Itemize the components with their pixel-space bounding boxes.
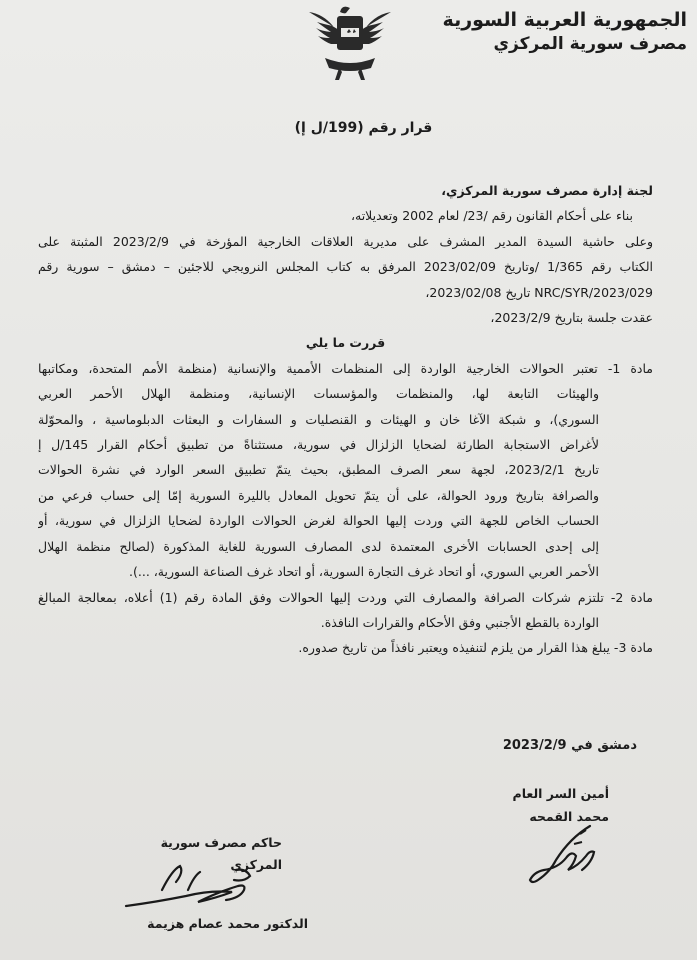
secretary-name: محمد القمحه — [529, 809, 609, 824]
secretary-title: أمين السر العام — [512, 786, 609, 801]
text-line: وعلى حاشية السيدة المدير المشرف على مديرية العلاقات الخارجية المؤرخة في 2023/2/9 المثبتة على — [38, 233, 653, 249]
article-line: مادة 1- تعتبر الحوالات الخارجية الواردة إلى المنظمات الأممية والإنسانية (منظمة الأمم المتحدة، ومكاتبها — [38, 360, 653, 376]
letterhead — [442, 8, 687, 56]
governor-title: حاكم مصرف سورية المركزي — [160, 835, 282, 872]
text-line: الكتاب رقم 1/365 /وتاريخ 2023/02/09 المرفق به كتاب المجلس النرويجي للاجئين – دمشق – سورية رقم — [38, 259, 653, 275]
text-line: NRC/SYR/2023/029 تاريخ 2023/02/08، — [425, 284, 653, 300]
secretary-signature — [520, 820, 610, 892]
article-line: الواردة بالقطع الأجنبي وفق الأحكام والقرارات النافذة. — [320, 614, 599, 630]
article-line: مادة 2- تلتزم شركات الصرافة والمصارف التي وردت إليها الحوالات وفق المادة رقم (1) أعلاه، بمعالجة المبالغ — [38, 589, 653, 605]
bank-name: مصرف سورية المركزي — [493, 34, 687, 54]
article-line: تاريخ 2023/2/1، لجهة سعر الصرف المطبق، بحيث يتمّ تطبيق السعر الوارد في نشرة الحوالات — [38, 462, 599, 478]
article-line: السوري)، و شبكة الآغا خان و الهيئات و القنصليات و السفارات و البعثات الدبلوماسية ، والمحوّلة — [38, 411, 599, 427]
section-heading: قررت ما يلي — [305, 335, 386, 351]
article-line: والصرافة بتاريخ ورود الحوالة، على أن يتمّ تحويل المعادل بالليرة السورية إمّا إلى حساب فرعي من — [38, 487, 599, 503]
decision-number: قرار رقم (199/ل إ) — [294, 120, 433, 136]
article-line: إلى إحدى الحسابات الأخرى المعتمدة لدى المصارف السورية للغاية المذكورة (لصالح منظمة الهلال — [38, 538, 599, 554]
text-line: بناء على أحكام القانون رقم /23/ لعام 2002 وتعديلاته، — [350, 208, 633, 224]
decision-body — [38, 178, 653, 661]
article-line: الأحمر العربي السوري، أو اتحاد غرف التجارة السورية، أو اتحاد غرف الصناعة السورية، ...). — [129, 564, 599, 580]
article-line: والهيئات التابعة لها، والمنظمات والمؤسسات الإنسانية، ومنظمة الهلال الأحمر العربي — [38, 386, 599, 402]
article-line: الحساب الخاص للجهة التي وردت إليها الحوالة لغرض الحوالات الواردة لضحايا الزلزال في سورية، أو — [38, 513, 599, 529]
text-line: لجنة إدارة مصرف سورية المركزي، — [441, 183, 653, 198]
eagle-emblem-icon — [303, 2, 397, 86]
text-line: عقدت جلسة بتاريخ 2023/2/9، — [490, 310, 653, 326]
date-line: دمشق في 2023/2/9 — [502, 738, 637, 753]
country-name: الجمهورية العربية السورية — [442, 9, 687, 31]
governor-signature — [118, 860, 268, 918]
article-line: مادة 3- يبلغ هذا القرار من يلزم لتنفيذه ويعتبر نافذاً من تاريخ صدوره. — [298, 640, 653, 656]
governor-name: الدكتور محمد عصام هزيمة — [147, 916, 308, 931]
article-line: لأغراض الاستجابة الطارئة لضحايا الزلزال في سورية، مستثناةً من تطبيق أحكام القرار 145/ل إ — [38, 437, 599, 453]
